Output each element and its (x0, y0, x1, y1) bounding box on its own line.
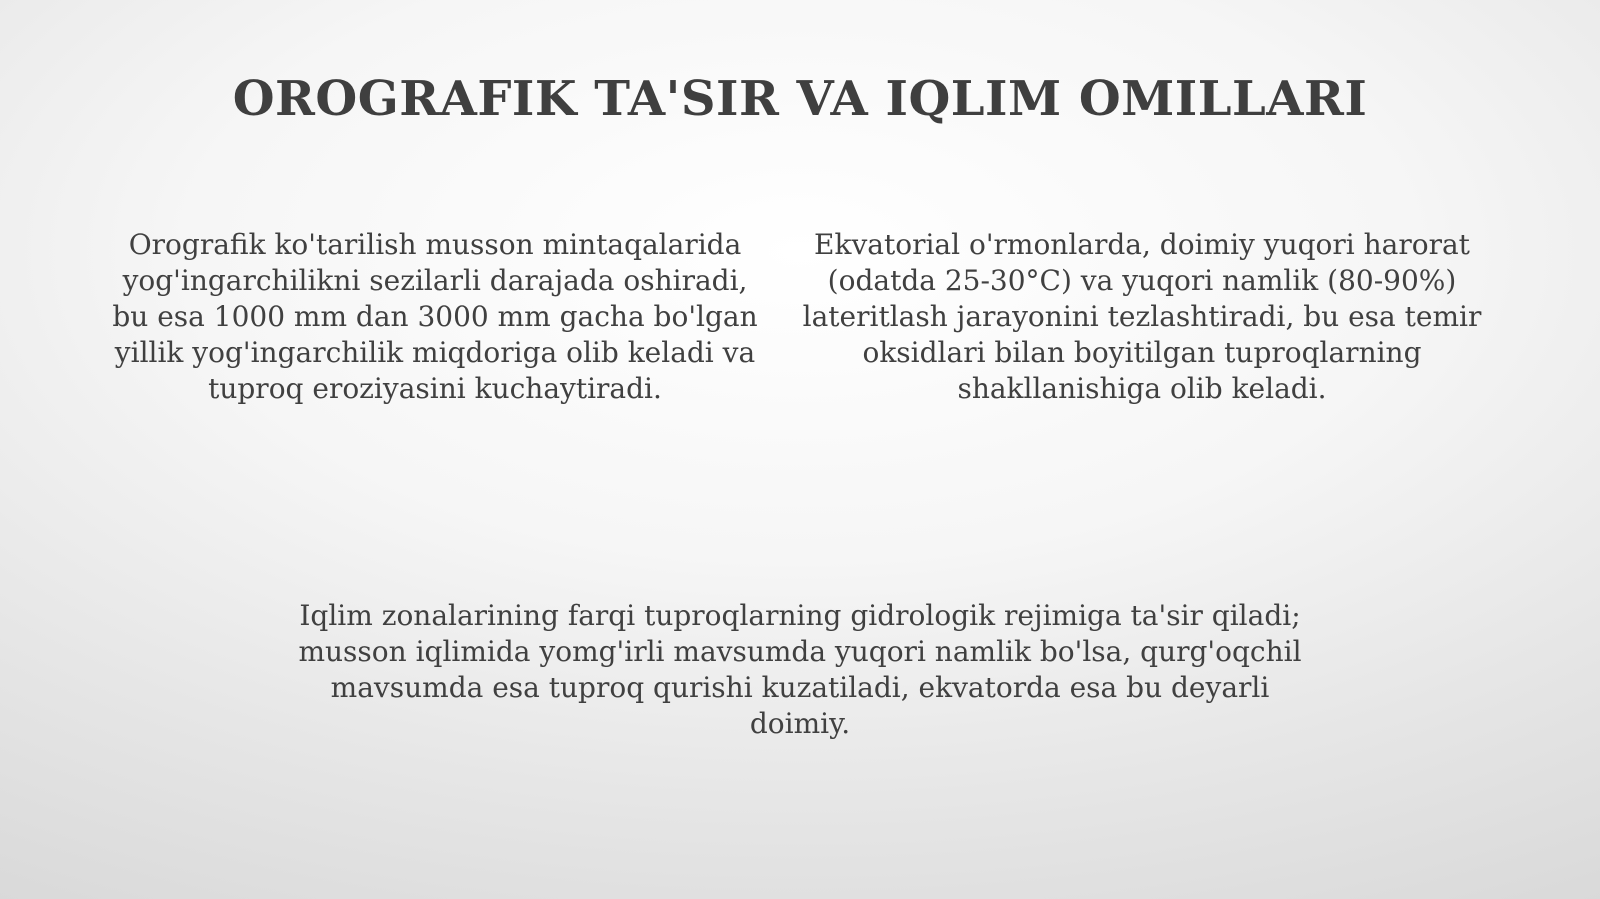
paragraph-equatorial-forests: Ekvatorial o'rmonlarda, doimiy yuqori harorat (odatda 25-30°C) va yuqori namlik (80-90%) lateritlash jarayonini tezlashtiradi, bu esa temir oksidlari bilan boyitilgan tuproqlarning shakllanishiga olib keladi. (802, 228, 1482, 405)
paragraph-climate-zones: Iqlim zonalarining farqi tuproqlarning gidrologik rejimiga ta'sir qiladi; musson iqlimida yomg'irli mavsumda yuqori namlik bo'lsa, qurg'oqchil mavsumda esa tuproq qurishi kuzatiladi, ekvatorda esa bu deyarli doimiy. (298, 599, 1302, 740)
paragraph-orographic-effect: Orografik ko'tarilish musson mintaqalarida yog'ingarchilikni sezilarli darajada oshiradi, bu esa 1000 mm dan 3000 mm gacha bo'lgan yillik yog'ingarchilik miqdoriga olib keladi va tuproq eroziyasini kuchaytiradi. (112, 228, 758, 405)
slide-title: OROGRAFIK TA'SIR VA IQLIM OMILLARI (232, 71, 1368, 127)
